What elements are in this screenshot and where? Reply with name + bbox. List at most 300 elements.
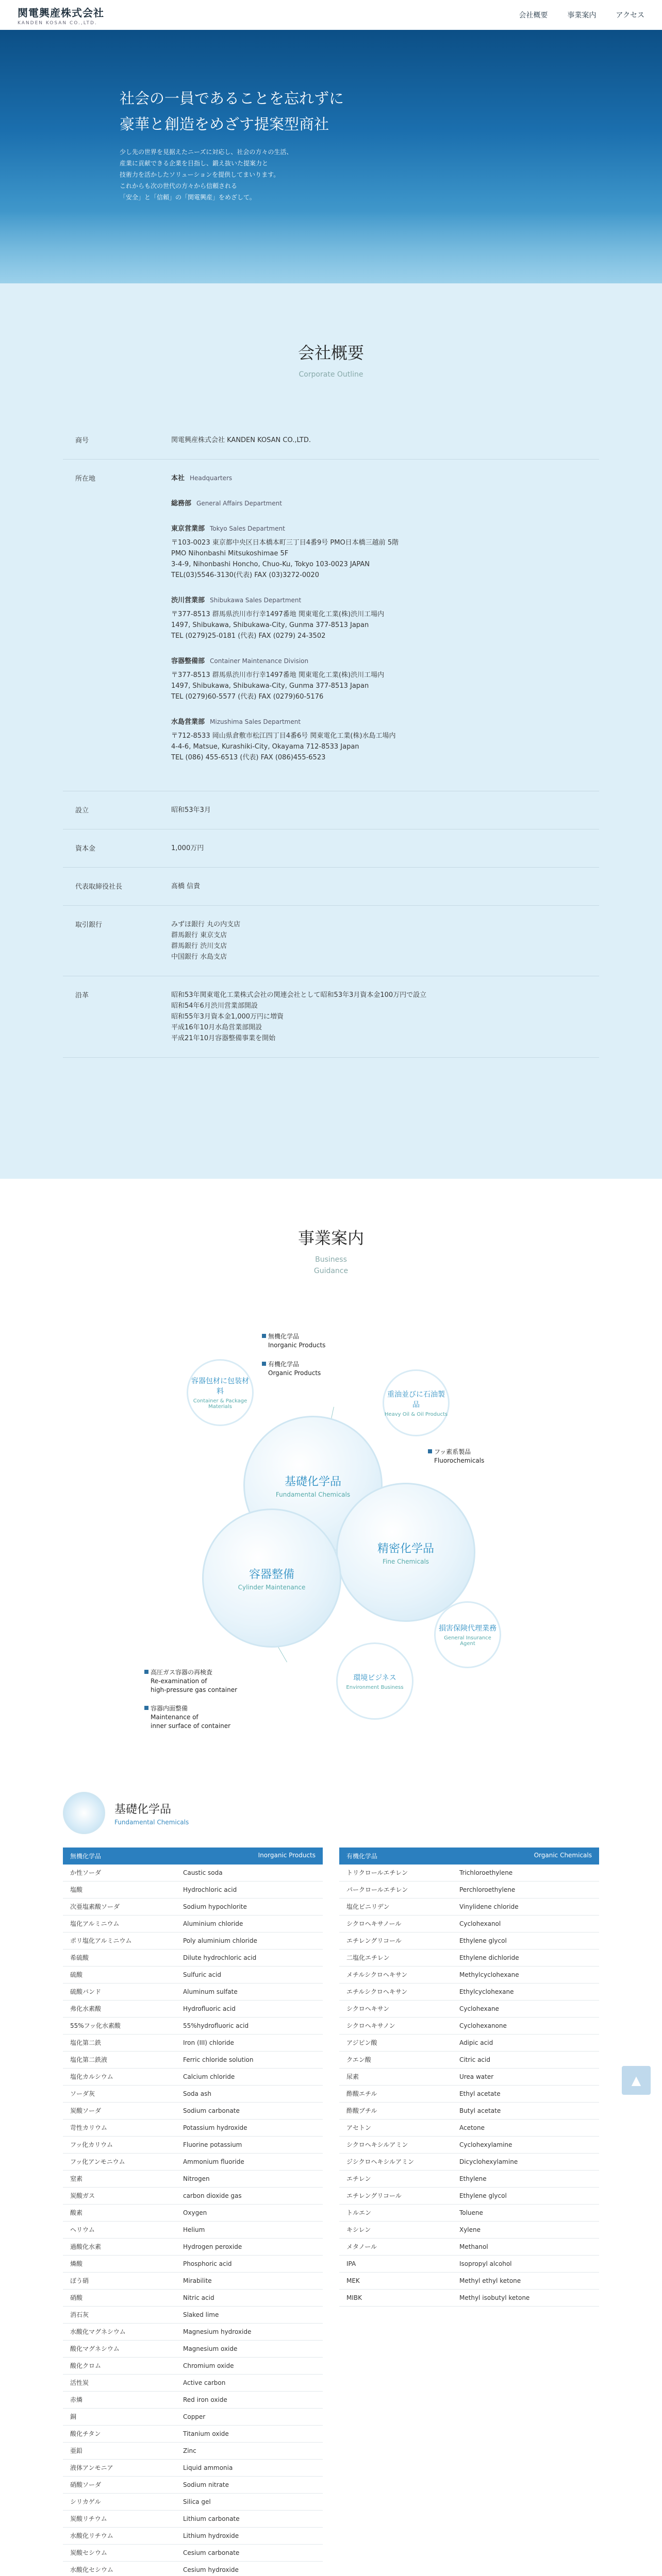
product-en: Soda ash — [183, 2090, 211, 2097]
main-nav — [519, 10, 644, 20]
column-header-jp: 無機化学品 — [70, 1853, 102, 1860]
location-heading — [171, 656, 599, 667]
list-item — [339, 2273, 599, 2290]
banks-line: 群馬銀行 渋川支店 — [171, 942, 227, 950]
list-item — [63, 2001, 323, 2018]
product-en: Magnesium hydroxide — [183, 2328, 252, 2335]
product-jp: エチルシクロヘキサン — [346, 1988, 408, 1995]
list-item — [63, 2154, 323, 2171]
back-to-top-button[interactable] — [622, 2066, 651, 2095]
column-header-en: Organic Chemicals — [534, 1852, 592, 1859]
insurance-agent-circle[interactable] — [434, 1601, 501, 1668]
location-line: 〒377-8513 群馬県渋川市行幸1497番地 関東電化工業(株)渋川工場内 — [171, 671, 385, 679]
row-value: 1,000万円 — [171, 829, 599, 868]
product-jp: シリカゲル — [70, 2498, 101, 2505]
product-en: Adipic acid — [459, 2039, 493, 2046]
environment-business-circle[interactable] — [336, 1642, 413, 1720]
fine-chemicals-circle[interactable] — [336, 1483, 475, 1622]
list-item — [339, 2205, 599, 2222]
history-line: 平成16年10月水島営業部開設 — [171, 1024, 262, 1031]
nav-outline[interactable]: 会社概要 — [519, 11, 548, 20]
list-item — [63, 2086, 323, 2103]
label-jp: 無機化学品 — [268, 1333, 300, 1340]
arrow-up-icon: ▲ — [631, 2073, 641, 2088]
history-line: 昭和55年3月資本金1,000万円に増資 — [171, 1013, 284, 1021]
circle-en: Environment Business — [346, 1684, 404, 1690]
product-en: Sodium hypochlorite — [183, 1903, 247, 1910]
product-jp: 赤燐 — [70, 2396, 83, 2403]
list-item — [63, 2222, 323, 2239]
category-header — [63, 1792, 599, 1834]
product-jp: 銅 — [70, 2413, 77, 2420]
list-item — [63, 2324, 323, 2341]
location-heading — [171, 523, 599, 534]
location-en: Shibukawa Sales Department — [210, 597, 302, 604]
product-en: Ammonium fluoride — [183, 2158, 244, 2165]
list-item — [339, 1984, 599, 2001]
list-item — [63, 2205, 323, 2222]
label-jp: 容器内面整備 — [151, 1705, 188, 1712]
product-en: Titanium oxide — [183, 2430, 229, 2437]
product-jp: メチルシクロヘキサン — [346, 1971, 408, 1978]
location-block — [171, 595, 599, 641]
banks-line: 群馬銀行 東京支店 — [171, 931, 227, 939]
container-materials-circle[interactable] — [187, 1359, 254, 1426]
list-item — [63, 2256, 323, 2273]
product-en: Methyl isobutyl ketone — [459, 2294, 530, 2301]
product-en: Liquid ammonia — [183, 2464, 233, 2471]
product-en: Fluorine potassium — [183, 2141, 242, 2148]
product-jp: フッ化カリウム — [70, 2141, 113, 2148]
product-jp: 酸素 — [70, 2209, 83, 2216]
list-item — [63, 2341, 323, 2358]
product-jp: 塩化カルシウム — [70, 2073, 113, 2080]
hero-text — [120, 86, 344, 203]
locations — [171, 460, 599, 791]
product-en: Active carbon — [183, 2379, 226, 2386]
location-line: PMO Nihonbashi Mitsukoshimae 5F — [171, 550, 289, 557]
location-line: TEL (0279)60-5577 (代表) FAX (0279)60-5176 — [171, 693, 324, 701]
outline-title: 会社概要 — [297, 343, 364, 363]
list-item — [339, 1882, 599, 1899]
banks — [171, 906, 599, 976]
column-header — [339, 1848, 599, 1865]
product-en: Butyl acetate — [459, 2107, 501, 2114]
list-item — [63, 2460, 323, 2477]
product-en: Cyclohexylamine — [459, 2141, 512, 2148]
outline-table — [63, 421, 599, 1058]
list-item — [63, 2426, 323, 2443]
business-en1: Business — [315, 1256, 347, 1264]
list-item — [339, 1933, 599, 1950]
category-en: Fundamental Chemicals — [114, 1818, 189, 1826]
column-header-jp: 有機化学品 — [346, 1853, 378, 1860]
product-jp: 次亜塩素酸ソーダ — [70, 1903, 120, 1910]
table-row — [63, 829, 599, 868]
list-item — [63, 2392, 323, 2409]
label-inorganic — [268, 1332, 325, 1350]
product-jp: 苛性カリウム — [70, 2124, 107, 2131]
row-label: 資本金 — [63, 829, 171, 868]
company-name-en: KANDEN KOSAN CO.,LTD. — [18, 20, 97, 26]
circle-en: Heavy Oil & Oil Products — [384, 1411, 448, 1417]
list-item — [339, 2103, 599, 2120]
product-jp: トルエン — [346, 2209, 372, 2216]
product-en: Helium — [183, 2226, 205, 2233]
table-row — [63, 868, 599, 906]
label-jp: 高圧ガス容器の再検査 — [151, 1669, 213, 1676]
product-en: Vinylidene chloride — [459, 1903, 519, 1910]
location-en: Headquarters — [190, 474, 233, 482]
product-en: Dilute hydrochloric acid — [183, 1954, 257, 1961]
location-heading — [171, 717, 599, 727]
list-item — [339, 2035, 599, 2052]
product-jp: ぼう硝 — [70, 2277, 89, 2284]
hero-body-line: 「安全」と「信頼」の「関電興産」をめざして。 — [120, 194, 256, 201]
product-jp: ヘリウム — [70, 2226, 95, 2233]
circle-title: 環境ビジネス — [353, 1673, 396, 1682]
circle-title: 損害保険代理業務 — [439, 1624, 496, 1633]
label-en: Maintenance of — [151, 1714, 198, 1721]
location-en: General Affairs Department — [196, 500, 282, 507]
product-en: Caustic soda — [183, 1869, 223, 1876]
list-item — [63, 2545, 323, 2562]
product-jp: 酸化クロム — [70, 2362, 102, 2369]
product-en: Zinc — [183, 2447, 196, 2454]
location-name: 東京営業部 — [171, 525, 205, 533]
product-jp: シクロヘキシルアミン — [346, 2141, 408, 2148]
label-en: Organic Products — [268, 1369, 321, 1377]
product-jp: 活性炭 — [70, 2379, 89, 2386]
product-jp: 酸化チタン — [70, 2430, 101, 2437]
label-en: Fluorochemicals — [434, 1457, 485, 1464]
product-en: Oxygen — [183, 2209, 207, 2216]
product-jp: 55%フッ化水素酸 — [70, 2022, 121, 2029]
circle-en: Fundamental Chemicals — [275, 1490, 351, 1498]
list-item — [339, 2001, 599, 2018]
list-item — [63, 2239, 323, 2256]
list-item — [63, 1899, 323, 1916]
list-item — [339, 2154, 599, 2171]
product-en: Nitrogen — [183, 2175, 210, 2182]
list-item — [63, 2171, 323, 2188]
product-en: Ethylene dichloride — [459, 1954, 519, 1961]
label-organic — [268, 1360, 321, 1378]
product-jp: 硫酸バンド — [70, 1988, 102, 1995]
heavy-oil-circle[interactable] — [383, 1369, 450, 1436]
product-jp: クエン酸 — [346, 2056, 371, 2063]
product-jp: フッ化アンモニウム — [70, 2158, 125, 2165]
list-item — [63, 2562, 323, 2576]
label-jp: フッ素系製品 — [434, 1448, 471, 1455]
list-item — [339, 2086, 599, 2103]
product-en: Perchloroethylene — [459, 1886, 516, 1893]
list-item — [63, 2120, 323, 2137]
product-jp: メタノール — [346, 2243, 377, 2250]
list-item — [339, 1916, 599, 1933]
product-jp: MEK — [346, 2277, 360, 2284]
location-en: Tokyo Sales Department — [210, 525, 285, 532]
list-item — [63, 2290, 323, 2307]
location-heading — [171, 595, 599, 606]
list-item — [339, 1967, 599, 1984]
product-jp: エチレングリコール — [346, 1937, 402, 1944]
hero-body-line: これからも次の世代の方々から信頼される — [120, 182, 238, 190]
product-jp: 燐酸 — [70, 2260, 83, 2267]
product-jp: シクロヘキサン — [346, 2005, 390, 2012]
product-en: Magnesium oxide — [183, 2345, 238, 2352]
product-en: Ethylcyclohexane — [459, 1988, 514, 1995]
list-item — [63, 2052, 323, 2069]
list-item — [63, 1933, 323, 1950]
location-line: 4-4-6, Matsue, Kurashiki-City, Okayama 712-8533 Japan — [171, 743, 359, 751]
product-en: Calcium chloride — [183, 2073, 235, 2080]
nav-access[interactable]: アクセス — [616, 11, 644, 20]
label-en: high-pressure gas container — [151, 1686, 238, 1693]
list-item — [339, 2137, 599, 2154]
circle-title: 容器包材に包装材料 — [191, 1377, 249, 1396]
product-jp: 過酸化水素 — [70, 2243, 102, 2250]
location-heading — [171, 473, 599, 484]
organic-column — [339, 1848, 599, 2576]
row-label: 所在地 — [63, 460, 171, 791]
list-item — [339, 2120, 599, 2137]
list-item — [63, 1882, 323, 1899]
product-columns — [63, 1848, 599, 2576]
location-line: 〒712-8533 岡山県倉敷市松江四丁目4番6号 関東電化工業(株)水島工場内 — [171, 732, 396, 740]
list-item — [63, 2375, 323, 2392]
list-item — [339, 2052, 599, 2069]
location-name: 総務部 — [171, 500, 192, 507]
product-en: Aluminium chloride — [183, 1920, 243, 1927]
product-jp: トリクロールエチレン — [346, 1869, 408, 1876]
product-jp: シクロヘキサノール — [346, 1920, 402, 1927]
list-item — [63, 2103, 323, 2120]
product-en: carbon dioxide gas — [183, 2192, 242, 2199]
location-name: 本社 — [171, 474, 185, 482]
list-item — [63, 2035, 323, 2052]
row-label: 代表取締役社長 — [63, 868, 171, 906]
product-en: Lithium hydroxide — [183, 2532, 239, 2539]
product-en: Acetone — [459, 2124, 485, 2131]
product-jp: パークロールエチレン — [346, 1886, 408, 1893]
list-item — [63, 2443, 323, 2460]
fundamental-chemicals-block — [63, 1792, 599, 2576]
list-item — [339, 1865, 599, 1882]
list-item — [63, 2018, 323, 2035]
product-jp: 窒素 — [70, 2175, 83, 2182]
product-jp: 硝酸ソーダ — [70, 2481, 102, 2488]
circle-title: 基礎化学品 — [284, 1475, 341, 1488]
history — [171, 976, 599, 1058]
business-en — [0, 1254, 662, 1277]
row-label: 商号 — [63, 421, 171, 460]
product-jp: 炭酸セシウム — [70, 2549, 107, 2556]
product-jp: ジシクロヘキシルアミン — [346, 2158, 415, 2165]
product-en: Xylene — [459, 2226, 481, 2233]
list-item — [63, 2511, 323, 2528]
product-jp: 消石灰 — [70, 2311, 89, 2318]
location-block — [171, 656, 599, 702]
product-jp: 酢酸エチル — [346, 2090, 377, 2097]
product-jp: か性ソーダ — [70, 1869, 102, 1876]
product-jp: 希硫酸 — [70, 1954, 89, 1961]
product-en: Phosphoric acid — [183, 2260, 232, 2267]
product-en: Nitric acid — [183, 2294, 214, 2301]
hero-body-line: 技術力を活かしたソリューションを提供してまいります。 — [120, 171, 280, 178]
list-item — [339, 1899, 599, 1916]
product-jp: 炭酸リチウム — [70, 2515, 107, 2522]
label-en: Re-examination of — [151, 1677, 207, 1685]
history-line: 昭和53年関東電化工業株式会社の関連会社として昭和53年3月資本金100万円で設立 — [171, 991, 427, 999]
product-en: Slaked lime — [183, 2311, 219, 2318]
list-item — [63, 1984, 323, 2001]
product-en: Cesium carbonate — [183, 2549, 240, 2556]
table-row — [63, 906, 599, 976]
product-en: Isopropyl alcohol — [459, 2260, 512, 2267]
product-en: Dicyclohexylamine — [459, 2158, 518, 2165]
list-item — [339, 1950, 599, 1967]
location-line: TEL (0279)25-0181 (代表) FAX (0279) 24-3502 — [171, 632, 326, 640]
product-jp: 水酸化マグネシウム — [70, 2328, 126, 2335]
business-diagram — [140, 1313, 522, 1756]
product-en: Urea water — [459, 2073, 494, 2080]
history-line: 昭和54年6月渋川営業部開設 — [171, 1002, 258, 1010]
product-jp: 塩酸 — [70, 1886, 83, 1893]
product-en: Methylcyclohexane — [459, 1971, 519, 1978]
list-item — [63, 2307, 323, 2324]
row-value: 関電興産株式会社 KANDEN KOSAN CO.,LTD. — [171, 421, 599, 460]
product-en: Copper — [183, 2413, 206, 2420]
list-item — [339, 2256, 599, 2273]
circle-en: Container & Package Materials — [193, 1398, 247, 1410]
row-label: 取引銀行 — [63, 906, 171, 976]
inorganic-list — [63, 1865, 323, 2576]
location-line: 〒103-0023 東京都中央区日本橋本町三丁目4番9号 PMO日本橋三越前 5階 — [171, 539, 399, 547]
product-en: Hydrochloric acid — [183, 1886, 237, 1893]
label-inner — [151, 1704, 230, 1731]
label-en: inner surface of container — [151, 1722, 231, 1730]
label-en: Inorganic Products — [268, 1342, 326, 1349]
inorganic-column — [63, 1848, 323, 2576]
corporate-outline-section — [0, 283, 662, 1179]
product-jp: ソーダ灰 — [70, 2090, 95, 2097]
site-header — [0, 0, 662, 30]
location-line: 〒377-8513 群馬県渋川市行幸1497番地 関東電化工業(株)渋川工場内 — [171, 611, 385, 618]
label-jp: 有機化学品 — [268, 1361, 300, 1368]
product-en: Iron (III) chloride — [183, 2039, 234, 2046]
category-circle-icon — [63, 1792, 105, 1834]
list-item — [339, 2018, 599, 2035]
business-en2: Guidance — [313, 1267, 349, 1275]
list-item — [339, 2188, 599, 2205]
list-item — [339, 2069, 599, 2086]
product-jp: 液体アンモニア — [70, 2464, 113, 2471]
table-row — [63, 976, 599, 1058]
product-jp: 塩化アルミニウム — [70, 1920, 120, 1927]
list-item — [339, 2290, 599, 2307]
row-value: 昭和53年3月 — [171, 791, 599, 829]
location-block — [171, 498, 599, 509]
organic-list — [339, 1865, 599, 2307]
circle-title: 重油並びに石油製品 — [387, 1390, 445, 1409]
circle-en: General Insurance Agent — [444, 1635, 491, 1647]
product-jp: 尿素 — [346, 2073, 359, 2080]
circle-title: 容器整備 — [249, 1568, 294, 1581]
product-en: Hydrogen peroxide — [183, 2243, 242, 2250]
product-en: Poly aluminium chloride — [183, 1937, 257, 1944]
list-item — [339, 2171, 599, 2188]
hero-title-2: 豪華と創造をめざす提案型商社 — [120, 115, 329, 133]
banks-line: 中国銀行 水島支店 — [171, 953, 227, 961]
product-jp: 硝酸 — [70, 2294, 83, 2301]
product-en: Sodium carbonate — [183, 2107, 240, 2114]
list-item — [63, 2494, 323, 2511]
location-en: Mizushima Sales Department — [210, 718, 301, 725]
column-header — [63, 1848, 323, 1865]
list-item — [63, 1865, 323, 1882]
hero-body-line: 少し先の世界を見据えたニーズに対応し、社会の方々の生活、 — [120, 148, 293, 156]
product-en: Mirabilite — [183, 2277, 212, 2284]
product-en: Sulfuric acid — [183, 1971, 221, 1978]
location-block — [171, 473, 599, 484]
list-item — [63, 2188, 323, 2205]
product-en: Aluminum sulfate — [183, 1988, 238, 1995]
product-en: Cyclohexanone — [459, 2022, 507, 2029]
product-en: Ethylene — [459, 2175, 487, 2182]
product-en: Toluene — [459, 2209, 483, 2216]
location-block — [171, 523, 599, 581]
product-en: Lithium carbonate — [183, 2515, 240, 2522]
product-en: Cesium hydroxide — [183, 2566, 239, 2573]
list-item — [63, 2528, 323, 2545]
product-en: Silica gel — [183, 2498, 211, 2505]
product-jp: MIBK — [346, 2294, 362, 2301]
product-jp: 水酸化セシウム — [70, 2566, 113, 2573]
list-item — [63, 1916, 323, 1933]
location-line: TEL(03)5546-3130(代表) FAX (03)3272-0020 — [171, 571, 319, 579]
product-en: Trichloroethylene — [459, 1869, 513, 1876]
row-value: 髙橋 信貴 — [171, 868, 599, 906]
label-reexam — [151, 1668, 237, 1694]
list-item — [63, 2273, 323, 2290]
list-item — [63, 2358, 323, 2375]
product-jp: 塩化第二鉄液 — [70, 2056, 108, 2063]
category-name: 基礎化学品 — [114, 1803, 172, 1816]
location-name: 渋川営業部 — [171, 597, 205, 604]
circle-en: Fine Chemicals — [382, 1557, 429, 1565]
banks-line: みずほ銀行 丸の内支店 — [171, 921, 241, 928]
list-item — [63, 1967, 323, 1984]
product-jp: 二塩化エチレン — [346, 1954, 390, 1961]
cylinder-maintenance-circle[interactable] — [202, 1509, 341, 1648]
hero-body — [120, 146, 344, 203]
location-name: 容器整備部 — [171, 657, 205, 665]
product-jp: IPA — [346, 2260, 356, 2267]
business-title: 事業案内 — [297, 1228, 364, 1248]
company-logo[interactable] — [18, 5, 104, 26]
hero-title-1: 社会の一員であることを忘れずに — [120, 90, 344, 107]
list-item — [339, 2222, 599, 2239]
table-row — [63, 791, 599, 829]
company-name-jp: 関電興産株式会社 — [18, 6, 104, 19]
product-jp: エチレングリコール — [346, 2192, 402, 2199]
location-name: 水島営業部 — [171, 718, 205, 726]
location-line: TEL (086) 455-6513 (代表) FAX (086)455-6523 — [171, 754, 326, 761]
column-header-en: Inorganic Products — [258, 1852, 316, 1859]
nav-business[interactable]: 事業案内 — [567, 11, 597, 20]
outline-en: Corporate Outline — [299, 370, 363, 379]
